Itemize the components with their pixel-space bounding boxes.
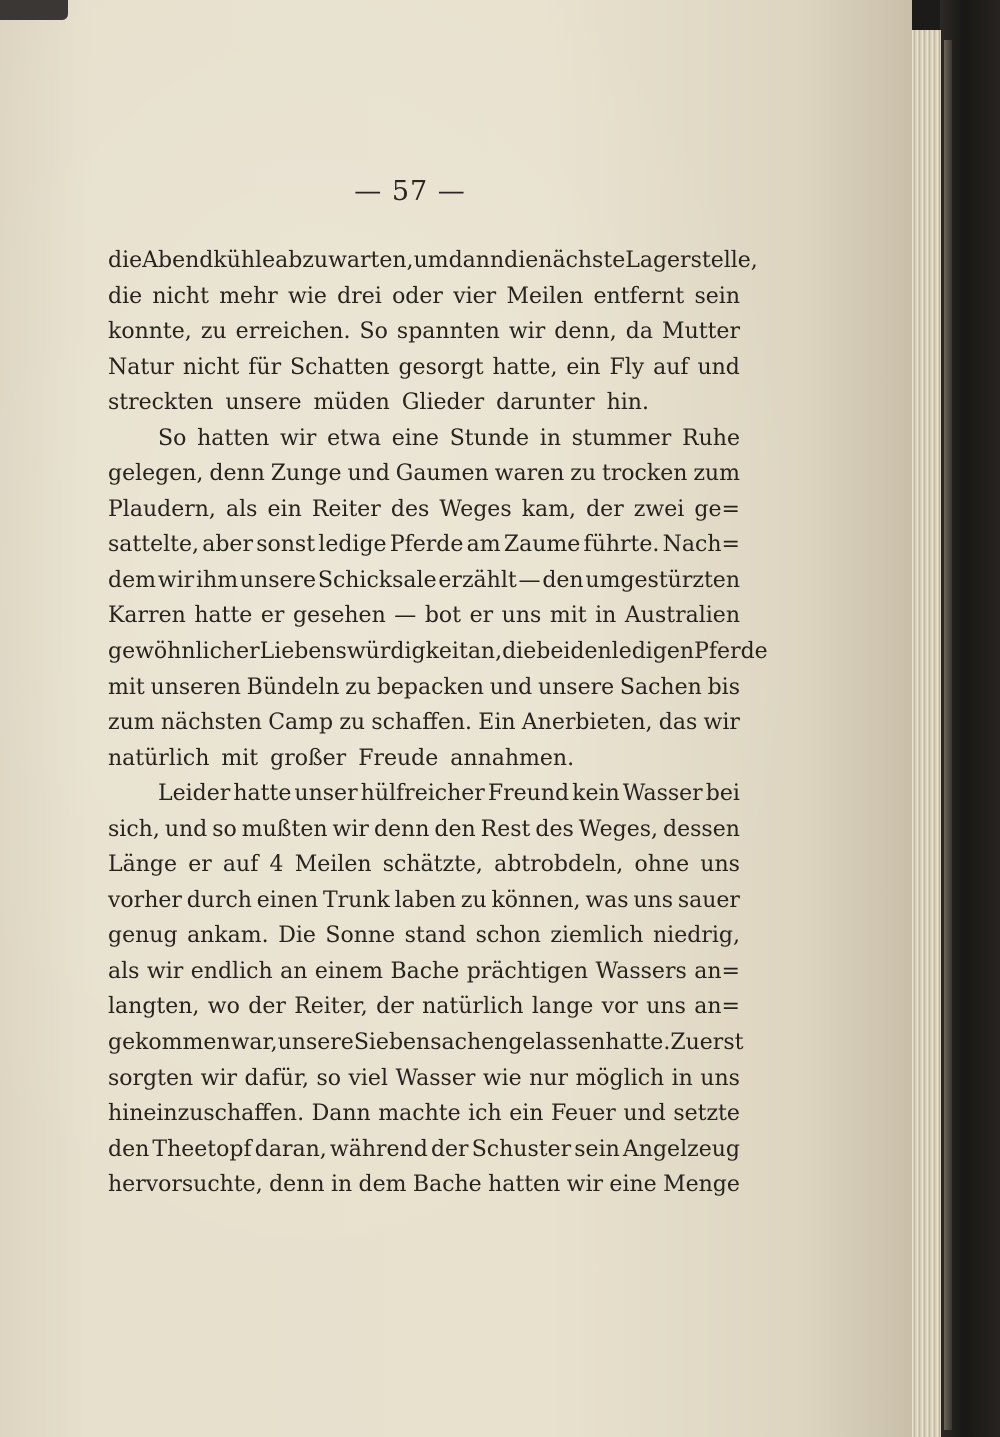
text-line [108,350,740,386]
word: hervorsuchte, [108,1172,263,1198]
word: die [502,639,537,665]
text-line [108,385,740,421]
word: da [625,319,653,345]
word: laben [394,887,457,913]
word: dem [358,1172,407,1198]
word: drei [337,283,382,309]
word: in [671,1065,693,1091]
word: auf [222,852,259,878]
word: machte [378,1101,461,1127]
word: nächste [538,248,626,273]
word: dem [108,567,156,593]
word: sein [694,283,740,309]
word: Siebensachen [353,1030,509,1056]
word: in [595,603,617,629]
word: spannten [396,319,500,345]
word: unseren [150,674,241,700]
word: wir [146,958,184,984]
word: an, [467,639,503,665]
word: schaffen. [371,710,473,736]
text-line [108,1167,740,1203]
body-text [108,243,768,1203]
word: waren [494,461,565,487]
word: vorher [108,887,182,913]
word: Bache [412,1172,482,1198]
word: Wassers [595,958,687,984]
word: dafür, [244,1065,310,1091]
word: was [585,887,629,913]
text-line [108,243,758,279]
word: sorgten [108,1065,194,1091]
word: denn, [554,319,617,345]
text-line [108,954,740,990]
word: zu [570,461,597,487]
word: mit [549,603,587,629]
word: unsere [239,567,317,593]
word: auf [653,354,689,380]
word: an= [694,958,740,984]
word: ein [566,354,601,380]
text-line [108,563,740,599]
word: des [390,496,430,522]
word: Stunde [449,425,530,451]
word: denn [209,461,265,487]
word: eine [391,425,439,451]
scan-corner-mark [0,0,68,20]
word: endlich [190,958,273,984]
word: sonst [256,532,316,558]
word: unsere [225,390,302,416]
word: So [359,319,388,345]
word: Liebenswürdigkeit [259,639,468,665]
word: ge= [694,496,740,522]
word: Abendkühle [142,248,276,273]
word: ledigen [611,639,695,665]
word: mußten [241,816,328,842]
word: unser [294,781,358,807]
word: Meilen [294,852,372,878]
word: nicht [182,354,240,380]
word: Bündeln [246,674,340,700]
word: wo [207,994,240,1020]
word: einem [314,958,383,984]
word: Zunge [270,461,342,487]
word: können, [491,887,581,913]
text-line [108,812,740,848]
word: durch [186,887,252,913]
word: am [466,532,501,558]
word: Freund [487,781,570,807]
word: und [697,354,740,380]
word: niedrig, [653,923,740,949]
word: sein [574,1136,620,1162]
word: ledige [318,532,387,558]
word: Gaumen [395,461,489,487]
word: Schuster [471,1136,572,1162]
text-line [108,598,740,634]
word: denn [373,816,430,842]
text-line [108,705,740,741]
word: und [489,674,533,700]
text-line [108,1025,744,1061]
word: bei [705,781,740,807]
word: und [164,816,208,842]
word: gelegen, [108,461,204,487]
word: und [347,461,390,487]
word: abzuwarten, [275,248,414,273]
word: darunter [496,390,595,416]
word: gesehen [292,603,386,629]
word: setzte [673,1101,740,1127]
word: mit [108,674,145,700]
word: uns [700,1065,740,1091]
word: Angelzeug [622,1136,740,1162]
text-line [108,634,768,670]
word: dessen [663,816,740,842]
word: Reiter, [294,994,368,1020]
word: Freude [358,745,439,771]
word: kein [572,781,620,807]
word: Plaudern, [108,496,216,522]
word: den [108,1136,150,1162]
word: Nach= [662,532,740,558]
text-line [108,1096,740,1132]
word: führte. [583,532,660,558]
word: so [212,816,237,842]
word: zu [460,887,487,913]
word: beiden [536,639,612,665]
word: So [158,425,187,451]
word: wir [157,567,195,593]
word: genug [108,923,178,949]
word: zum [693,461,740,487]
word: wir [279,425,317,451]
word: Lagerstelle, [625,248,758,273]
word: daran, [254,1136,327,1162]
word: Die [278,923,316,949]
text-line [108,1061,740,1097]
word: Ein [478,710,516,736]
word: — [518,567,541,593]
word: hülfreicher [360,781,485,807]
word: die [504,248,539,273]
word: Weges, [578,816,659,842]
text-line [108,279,740,315]
text-line [108,776,740,812]
word: entfernt [593,283,685,309]
word: als [225,496,258,522]
word: eine [609,1172,657,1198]
word: wir [508,319,546,345]
word: Schatten [290,354,390,380]
word: zu [345,674,372,700]
word: 4 [269,852,284,878]
word: langten, [108,994,200,1020]
word: müden [313,390,390,416]
word: Trunk [322,887,390,913]
word: ich [468,1101,502,1127]
word: nächsten [160,710,262,736]
word: zum [108,710,155,736]
word: während [329,1136,428,1162]
word: und [623,1101,666,1127]
word: Meilen [506,283,584,309]
word: das [658,710,698,736]
word: ohne [634,852,690,878]
word: möglich [575,1065,665,1091]
word: konnte, [108,319,192,345]
word: hatten [197,425,270,451]
word: bot [424,603,462,629]
word: hatte [194,603,253,629]
word: erzählt [438,567,517,593]
word: lange [531,994,594,1020]
word: streckten [108,390,214,416]
word: vor [601,994,638,1020]
word: gekommen [108,1030,231,1056]
text-line [108,847,740,883]
word: an= [694,994,740,1020]
word: Schicksale [317,567,437,593]
word: er [260,603,285,629]
word: wir [703,710,740,736]
word: erreichen. [235,319,351,345]
text-line [108,741,740,777]
word: ein [267,496,302,522]
word: schon [475,923,541,949]
word: wir [332,816,369,842]
word: prächtigen [466,958,589,984]
word: gewöhnlicher [108,639,260,665]
text-line [108,456,740,492]
word: hatten [488,1172,561,1198]
word: gesorgt [398,354,484,380]
word: mehr [219,283,278,309]
word: Ruhe [682,425,740,451]
word: trocken [601,461,688,487]
word: denn [269,1172,325,1198]
word: Feuer [551,1101,616,1127]
word: oder [392,283,443,309]
word: natürlich [422,994,524,1020]
word: ihm [195,567,239,593]
word: den [542,567,584,593]
word: ziemlich [550,923,644,949]
word: Wasser [395,1065,476,1091]
word: Fly [609,354,645,380]
word: Weges [439,496,512,522]
word: einen [256,887,319,913]
word: wie [288,283,327,309]
word: schätzte, [382,852,483,878]
word: hineinzuschaffen. [108,1101,305,1127]
word: abtrobdeln, [494,852,624,878]
word: Wasser [622,781,703,807]
word: — [394,603,417,629]
word: umgestürzten [585,567,740,593]
word: aber [202,532,253,558]
text-line [108,314,740,350]
word: Camp [268,710,334,736]
word: etwa [327,425,381,451]
word: Sonne [325,923,396,949]
word: uns [646,994,686,1020]
word: natürlich [108,745,210,771]
word: annahmen. [450,745,575,771]
word: Pferde [694,639,768,665]
word: mit [221,745,259,771]
word: sattelte, [108,532,199,558]
word: wir [200,1065,237,1091]
word: bepacken [376,674,484,700]
word: zu [200,319,227,345]
word: der [586,496,624,522]
word: wir [566,1172,604,1198]
word: des [535,816,574,842]
text-line [108,670,740,706]
word: hin. [606,390,649,416]
word: Australien [624,603,740,629]
word: als [108,958,140,984]
word: kam, [521,496,577,522]
word: zu [339,710,366,736]
word: Anerbieten, [521,710,653,736]
word: die [108,248,143,273]
word: in [330,1172,353,1198]
word: um [413,248,449,273]
word: den [434,816,476,842]
text-line [108,421,740,457]
word: Bache [390,958,460,984]
word: unsere [537,674,615,700]
word: hatte, [492,354,558,380]
word: Zuerst [670,1030,744,1056]
text-line [108,1132,740,1168]
word: stummer [571,425,672,451]
word: wie [482,1065,522,1091]
word: uns [633,887,674,913]
word: so [316,1065,342,1091]
word: Pferde [389,532,464,558]
word: nicht [152,283,209,309]
word: zwei [633,496,685,522]
word: uns [700,852,740,878]
word: hatte [233,781,292,807]
word: der [248,994,286,1020]
word: viel [348,1065,388,1091]
word: Reiter [311,496,381,522]
word: bis [707,674,740,700]
word: nur [529,1065,568,1091]
word: in [539,425,562,451]
word: er [469,603,494,629]
word: der [430,1136,469,1162]
word: Karren [108,603,186,629]
word: gelassen [508,1030,606,1056]
word: ankam. [187,923,269,949]
page-number: — 57 — [354,176,466,207]
word: der [376,994,414,1020]
word: Natur [108,354,174,380]
word: Theetopf [152,1136,252,1162]
word: hatte. [605,1030,671,1056]
word: an [280,958,308,984]
word: Zaume [503,532,581,558]
cover-binding-strip [944,40,952,1430]
word: sich, [108,816,160,842]
text-line [108,492,740,528]
word: dann [448,248,505,273]
word: ein [509,1101,544,1127]
text-line [108,883,740,919]
word: die [108,283,143,309]
word: unsere [277,1030,354,1056]
word: Rest [480,816,531,842]
word: war, [230,1030,278,1056]
text-line [108,527,740,563]
text-line [108,918,740,954]
word: Glieder [401,390,485,416]
word: sauer [677,887,740,913]
word: er [188,852,212,878]
word: Länge [108,852,177,878]
word: Menge [663,1172,740,1198]
word: stand [404,923,467,949]
word: Sachen [619,674,702,700]
word: großer [270,745,347,771]
word: vier [453,283,497,309]
word: uns [501,603,542,629]
word: Leider [158,781,231,807]
text-line [108,989,740,1025]
word: für [248,354,282,380]
word: Dann [311,1101,371,1127]
word: Mutter [662,319,740,345]
